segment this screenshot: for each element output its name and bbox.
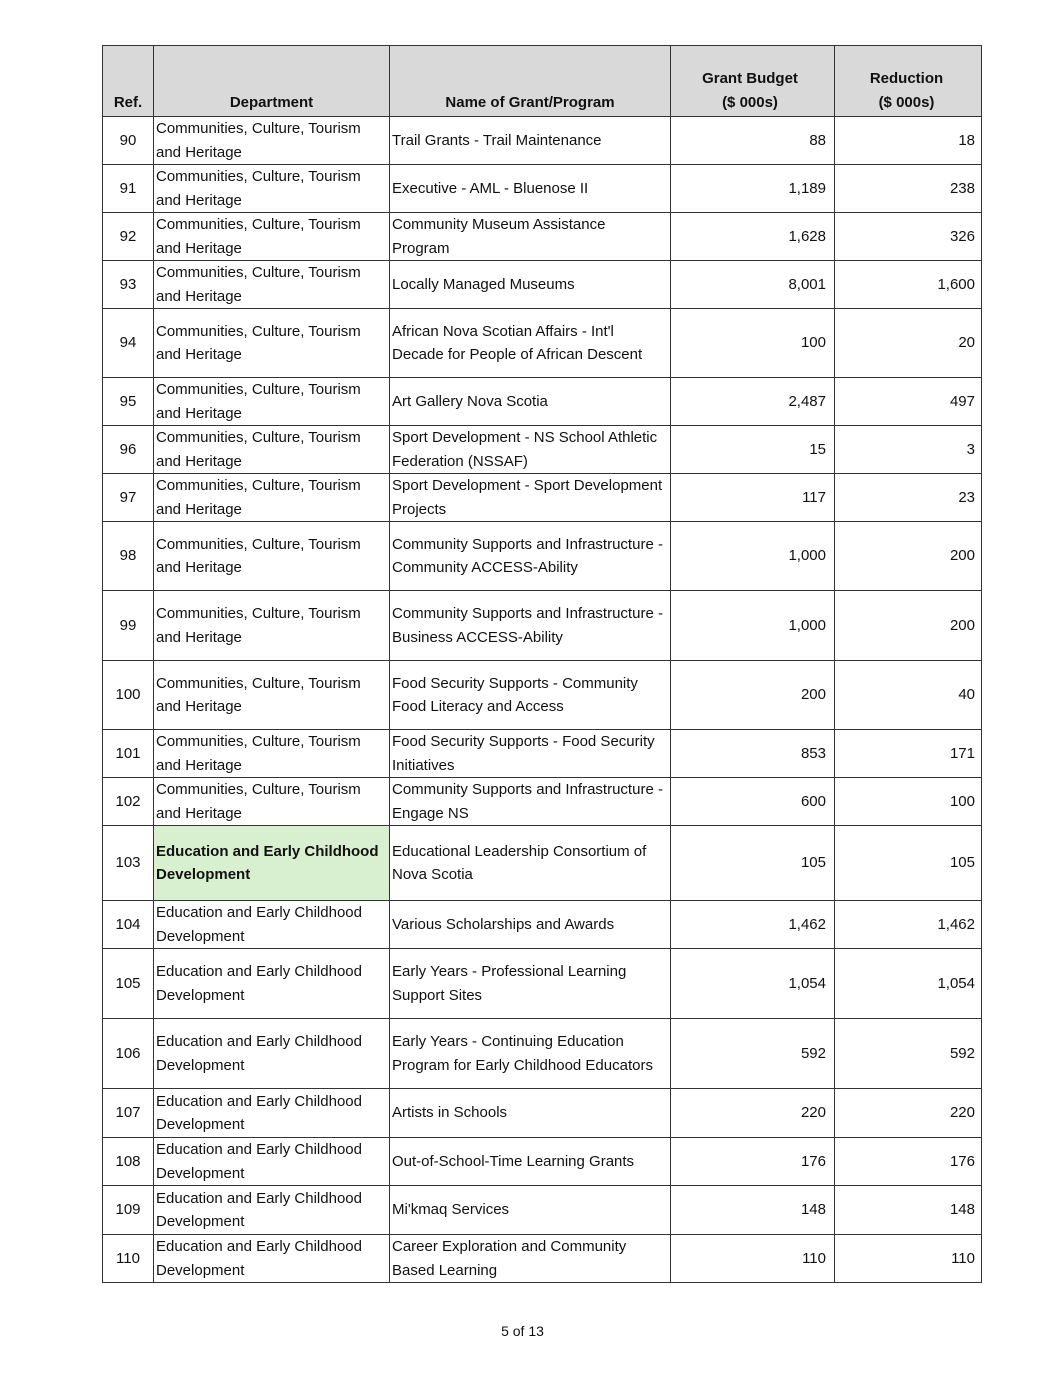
cell-department: Communities, Culture, Tourism and Heritage <box>154 591 390 661</box>
cell-ref: 109 <box>103 1186 154 1235</box>
cell-reduction: 220 <box>835 1089 982 1138</box>
cell-grant-name: Community Supports and Infrastructure - Community ACCESS-Ability <box>390 522 671 591</box>
cell-reduction: 326 <box>835 213 982 261</box>
table-row <box>103 661 982 730</box>
cell-ref: 90 <box>103 117 154 165</box>
cell-grant-budget: 1,000 <box>671 591 835 661</box>
cell-grant-name: Artists in Schools <box>390 1089 671 1138</box>
cell-grant-name: Sport Development - Sport Development Projects <box>390 474 671 522</box>
cell-grant-budget: 200 <box>671 661 835 730</box>
cell-ref: 98 <box>103 522 154 591</box>
table-row <box>103 1186 982 1235</box>
cell-ref: 100 <box>103 661 154 730</box>
cell-ref: 103 <box>103 826 154 901</box>
cell-grant-name: Mi'kmaq Services <box>390 1186 671 1235</box>
cell-grant-budget: 1,189 <box>671 165 835 213</box>
cell-grant-budget: 853 <box>671 730 835 778</box>
cell-reduction: 20 <box>835 309 982 378</box>
cell-grant-budget: 105 <box>671 826 835 901</box>
cell-grant-budget: 100 <box>671 309 835 378</box>
cell-department: Communities, Culture, Tourism and Heritage <box>154 261 390 309</box>
cell-ref: 92 <box>103 213 154 261</box>
cell-grant-budget: 15 <box>671 426 835 474</box>
grants-table <box>102 45 982 1283</box>
table-row <box>103 261 982 309</box>
cell-department: Communities, Culture, Tourism and Heritage <box>154 117 390 165</box>
cell-ref: 91 <box>103 165 154 213</box>
cell-grant-name: Early Years - Continuing Education Program for Early Childhood Educators <box>390 1019 671 1089</box>
cell-reduction: 497 <box>835 378 982 426</box>
cell-department: Communities, Culture, Tourism and Heritage <box>154 661 390 730</box>
cell-reduction: 100 <box>835 778 982 826</box>
cell-grant-name: Community Supports and Infrastructure - Business ACCESS-Ability <box>390 591 671 661</box>
cell-reduction: 171 <box>835 730 982 778</box>
cell-grant-budget: 600 <box>671 778 835 826</box>
cell-reduction: 18 <box>835 117 982 165</box>
header-reduction <box>835 46 982 117</box>
cell-ref: 96 <box>103 426 154 474</box>
cell-ref: 108 <box>103 1138 154 1186</box>
cell-department: Communities, Culture, Tourism and Heritage <box>154 426 390 474</box>
cell-department: Communities, Culture, Tourism and Heritage <box>154 730 390 778</box>
cell-grant-budget: 110 <box>671 1235 835 1283</box>
cell-reduction: 176 <box>835 1138 982 1186</box>
cell-reduction: 148 <box>835 1186 982 1235</box>
cell-reduction: 200 <box>835 522 982 591</box>
page-number: 5 of 13 <box>501 1323 544 1339</box>
cell-grant-budget: 592 <box>671 1019 835 1089</box>
table-row <box>103 1235 982 1283</box>
cell-department: Communities, Culture, Tourism and Heritage <box>154 778 390 826</box>
cell-grant-name: Sport Development - NS School Athletic Federation (NSSAF) <box>390 426 671 474</box>
cell-department: Communities, Culture, Tourism and Heritage <box>154 474 390 522</box>
cell-ref: 93 <box>103 261 154 309</box>
header-ref: Ref. <box>103 46 154 117</box>
cell-ref: 110 <box>103 1235 154 1283</box>
cell-grant-budget: 148 <box>671 1186 835 1235</box>
header-reduction-line1: Reduction <box>869 70 944 87</box>
cell-grant-name: Executive - AML - Bluenose II <box>390 165 671 213</box>
header-department: Department <box>154 46 390 117</box>
cell-grant-budget: 1,000 <box>671 522 835 591</box>
cell-department: Education and Early Childhood Development <box>154 901 390 949</box>
cell-reduction: 23 <box>835 474 982 522</box>
table-row <box>103 1138 982 1186</box>
cell-grant-budget: 117 <box>671 474 835 522</box>
cell-department: Communities, Culture, Tourism and Heritage <box>154 309 390 378</box>
cell-department: Education and Early Childhood Development <box>154 949 390 1019</box>
cell-department: Communities, Culture, Tourism and Heritage <box>154 165 390 213</box>
table-row <box>103 474 982 522</box>
cell-ref: 95 <box>103 378 154 426</box>
cell-reduction: 105 <box>835 826 982 901</box>
header-grant-budget <box>671 46 835 117</box>
table-row <box>103 826 982 901</box>
cell-grant-budget: 220 <box>671 1089 835 1138</box>
cell-ref: 94 <box>103 309 154 378</box>
cell-grant-name: Food Security Supports - Community Food Literacy and Access <box>390 661 671 730</box>
cell-reduction: 592 <box>835 1019 982 1089</box>
cell-reduction: 1,054 <box>835 949 982 1019</box>
cell-department: Education and Early Childhood Development <box>154 1186 390 1235</box>
table-row <box>103 378 982 426</box>
cell-department: Education and Early Childhood Development <box>154 1089 390 1138</box>
table-row <box>103 309 982 378</box>
cell-ref: 102 <box>103 778 154 826</box>
table-row <box>103 730 982 778</box>
table-row <box>103 213 982 261</box>
cell-department: Education and Early Childhood Development <box>154 826 390 901</box>
table-row <box>103 522 982 591</box>
table-row <box>103 426 982 474</box>
cell-grant-name: Educational Leadership Consortium of Nova Scotia <box>390 826 671 901</box>
cell-grant-budget: 8,001 <box>671 261 835 309</box>
cell-ref: 101 <box>103 730 154 778</box>
cell-reduction: 1,462 <box>835 901 982 949</box>
table-body <box>103 117 982 1283</box>
cell-department: Communities, Culture, Tourism and Heritage <box>154 522 390 591</box>
cell-grant-name: Locally Managed Museums <box>390 261 671 309</box>
cell-reduction: 110 <box>835 1235 982 1283</box>
table-row <box>103 949 982 1019</box>
cell-grant-name: Community Supports and Infrastructure - Engage NS <box>390 778 671 826</box>
cell-grant-budget: 88 <box>671 117 835 165</box>
cell-reduction: 1,600 <box>835 261 982 309</box>
cell-grant-name: African Nova Scotian Affairs - Int'l Decade for People of African Descent <box>390 309 671 378</box>
cell-grant-name: Career Exploration and Community Based Learning <box>390 1235 671 1283</box>
cell-department: Education and Early Childhood Development <box>154 1138 390 1186</box>
cell-reduction: 200 <box>835 591 982 661</box>
cell-department: Communities, Culture, Tourism and Heritage <box>154 378 390 426</box>
cell-department: Education and Early Childhood Development <box>154 1019 390 1089</box>
cell-reduction: 40 <box>835 661 982 730</box>
cell-grant-budget: 176 <box>671 1138 835 1186</box>
table-row <box>103 778 982 826</box>
table-header-row <box>103 46 982 117</box>
cell-ref: 106 <box>103 1019 154 1089</box>
cell-ref: 105 <box>103 949 154 1019</box>
cell-grant-budget: 2,487 <box>671 378 835 426</box>
cell-grant-budget: 1,628 <box>671 213 835 261</box>
header-grant-budget-line2: ($ 000s) <box>722 94 778 111</box>
cell-ref: 104 <box>103 901 154 949</box>
cell-ref: 107 <box>103 1089 154 1138</box>
cell-grant-name: Art Gallery Nova Scotia <box>390 378 671 426</box>
header-reduction-line2: ($ 000s) <box>878 94 935 111</box>
table-row <box>103 165 982 213</box>
cell-grant-name: Trail Grants - Trail Maintenance <box>390 117 671 165</box>
cell-grant-name: Food Security Supports - Food Security Initiatives <box>390 730 671 778</box>
table-row <box>103 901 982 949</box>
table-row <box>103 117 982 165</box>
cell-department: Communities, Culture, Tourism and Heritage <box>154 213 390 261</box>
cell-grant-budget: 1,054 <box>671 949 835 1019</box>
cell-grant-name: Various Scholarships and Awards <box>390 901 671 949</box>
cell-ref: 99 <box>103 591 154 661</box>
header-name: Name of Grant/Program <box>390 46 671 117</box>
table-row <box>103 1019 982 1089</box>
table-row <box>103 591 982 661</box>
table-row <box>103 1089 982 1138</box>
cell-grant-budget: 1,462 <box>671 901 835 949</box>
cell-reduction: 238 <box>835 165 982 213</box>
header-grant-budget-line1: Grant Budget <box>702 70 798 87</box>
cell-department: Education and Early Childhood Development <box>154 1235 390 1283</box>
cell-grant-name: Out-of-School-Time Learning Grants <box>390 1138 671 1186</box>
cell-ref: 97 <box>103 474 154 522</box>
cell-grant-name: Community Museum Assistance Program <box>390 213 671 261</box>
cell-grant-name: Early Years - Professional Learning Support Sites <box>390 949 671 1019</box>
cell-reduction: 3 <box>835 426 982 474</box>
